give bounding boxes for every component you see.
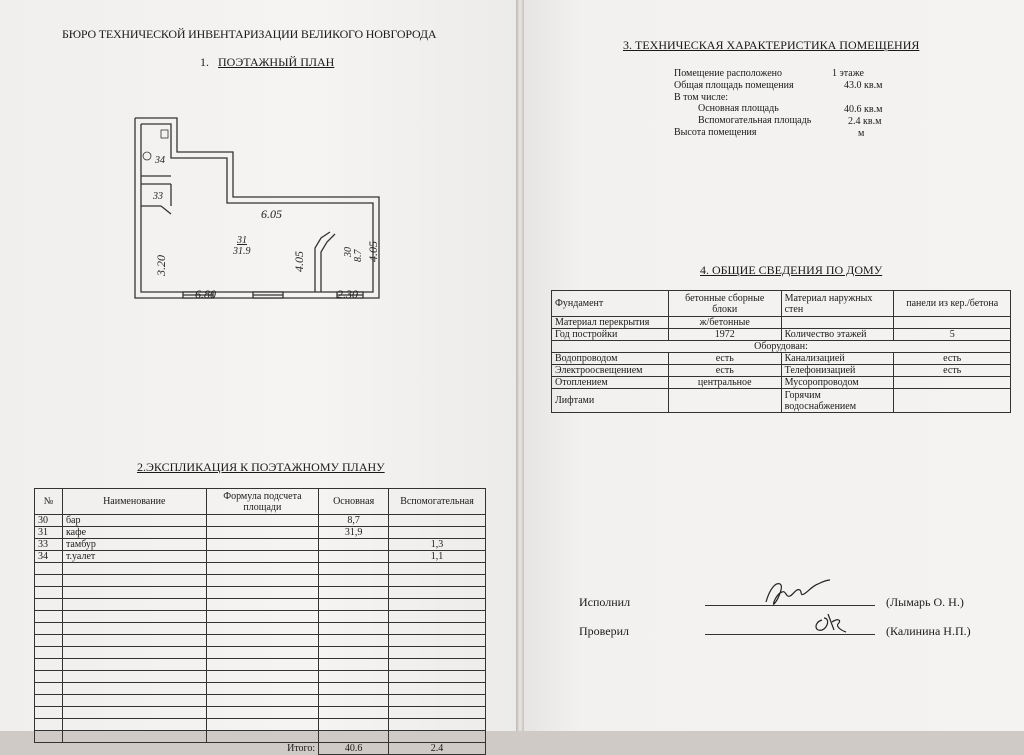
room-31-number: 31 [237, 235, 247, 246]
dimension-4-05-b: 4.05 [366, 241, 380, 262]
hotwater-label: Горячим водоснабжением [781, 389, 894, 413]
floor-plan-drawing [125, 110, 415, 320]
table-row [35, 551, 486, 563]
characteristics-labels [674, 68, 811, 139]
section-3-title: 3. ТЕХНИЧЕСКАЯ ХАРАКТЕРИСТИКА ПОМЕЩЕНИЯ [623, 38, 920, 52]
table-row-empty [35, 575, 486, 587]
row-formula [206, 515, 319, 527]
explication-header-row [35, 489, 486, 515]
table-row-empty [35, 659, 486, 671]
sewer-label: Канализацией [781, 353, 894, 365]
char-value-total-area: 43.0 кв.м [844, 80, 883, 91]
lift-value [668, 389, 781, 413]
checked-signature [808, 608, 854, 638]
char-value-aux-area: 2.4 кв.м [848, 116, 882, 127]
floors-count-label: Количество этажей [781, 329, 894, 341]
row-number: 31 [35, 527, 63, 539]
foundation-label: Фундамент [552, 291, 669, 317]
table-row-empty [35, 719, 486, 731]
col-header-name: Наименование [62, 489, 206, 515]
table-row-empty [35, 707, 486, 719]
row-number: 30 [35, 515, 63, 527]
row-aux: 1,1 [389, 551, 486, 563]
phone-value: есть [894, 365, 1011, 377]
year-label: Год постройки [552, 329, 669, 341]
row-formula [206, 527, 319, 539]
row-formula [206, 551, 319, 563]
floor-material-value: ж/бетонные [668, 317, 781, 329]
col-header-number: № [35, 489, 63, 515]
char-label-main-area: Основная площадь [698, 103, 779, 115]
electric-value: есть [668, 365, 781, 377]
row-number: 33 [35, 539, 63, 551]
checked-by-label: Проверил [579, 624, 629, 638]
char-label-location: Помещение расположено [674, 68, 782, 79]
table-row-empty [35, 731, 486, 743]
foundation-value: бетонные сборные блоки [668, 291, 781, 317]
total-row [35, 743, 486, 755]
table-row-empty [35, 695, 486, 707]
row-aux [389, 527, 486, 539]
walls-label: Материал наружных стен [781, 291, 894, 317]
dimension-4-05-a: 4.05 [292, 251, 306, 272]
row-number: 34 [35, 551, 63, 563]
table-row [35, 539, 486, 551]
row-name: бар [62, 515, 206, 527]
table-row [35, 515, 486, 527]
hotwater-value [894, 389, 1011, 413]
floors-count-value: 5 [894, 329, 1011, 341]
char-value-main-area: 40.6 кв.м [844, 104, 883, 115]
explication-title: 2.ЭКСПЛИКАЦИЯ К ПОЭТАЖНОМУ ПЛАНУ [137, 460, 385, 474]
performed-by-name: (Лымарь О. Н.) [886, 595, 964, 609]
table-row-empty [35, 671, 486, 683]
electric-label: Электроосвещением [552, 365, 669, 377]
water-label: Водопроводом [552, 353, 669, 365]
table-row-empty [35, 623, 486, 635]
heating-value: центральное [668, 377, 781, 389]
page-fold [516, 0, 524, 731]
col-header-aux: Вспомогательная [389, 489, 486, 515]
room-30-number: 30 [343, 247, 354, 257]
table-row-empty [35, 647, 486, 659]
row-name: т.уалет [62, 551, 206, 563]
walls-value: панели из кер./бетона [894, 291, 1011, 317]
char-value-location: 1 этаже [832, 68, 864, 79]
plan-section-number: 1. [200, 55, 209, 69]
house-info-table [551, 290, 1011, 413]
char-label-including: В том числе: [674, 91, 729, 103]
row-formula [206, 539, 319, 551]
char-value-height: м [858, 128, 865, 139]
room-31-area: 31.9 [233, 246, 251, 257]
organization-title: БЮРО ТЕХНИЧЕСКОЙ ИНВЕНТАРИЗАЦИИ ВЕЛИКОГО НОВГОРОДА [62, 27, 437, 41]
checked-by-name: (Калинина Н.П.) [886, 624, 971, 638]
table-row-empty [35, 635, 486, 647]
table-row-empty [35, 611, 486, 623]
dimension-6-80: 6.80 [195, 287, 216, 301]
water-value: есть [668, 353, 781, 365]
phone-label: Телефонизацией [781, 365, 894, 377]
col-header-main: Основная [319, 489, 389, 515]
year-value: 1972 [668, 329, 781, 341]
sewer-value: есть [894, 353, 1011, 365]
row-main [319, 551, 389, 563]
garbage-label: Мусоропроводом [781, 377, 894, 389]
col-header-formula: Формула подсчета площади [206, 489, 319, 515]
plan-section-title: ПОЭТАЖНЫЙ ПЛАН [218, 55, 335, 69]
performed-signature [756, 574, 836, 610]
garbage-value [894, 377, 1011, 389]
row-aux: 1,3 [389, 539, 486, 551]
performed-by-label: Исполнил [579, 595, 631, 609]
table-row [35, 527, 486, 539]
explication-table [34, 488, 486, 755]
row-main: 8,7 [319, 515, 389, 527]
char-label-aux-area: Вспомогательная площадь [698, 115, 812, 127]
char-label-height: Высота помещения [674, 126, 757, 138]
row-main: 31,9 [319, 527, 389, 539]
lift-label: Лифтами [552, 389, 669, 413]
total-label: Итого: [206, 743, 319, 755]
room-30-area: 8.7 [353, 249, 364, 262]
total-aux: 2.4 [389, 743, 486, 755]
section-4-title: 4. ОБЩИЕ СВЕДЕНИЯ ПО ДОМУ [700, 263, 883, 277]
char-label-total-area: Общая площадь помещения [674, 79, 794, 91]
row-main [319, 539, 389, 551]
equipment-header: Оборудован: [552, 341, 1011, 353]
table-row-empty [35, 563, 486, 575]
floor-material-label: Материал перекрытия [552, 317, 669, 329]
row-name: кафе [62, 527, 206, 539]
table-row-empty [35, 683, 486, 695]
row-name: тамбур [62, 539, 206, 551]
table-row-empty [35, 599, 486, 611]
dimension-3-20: 3.20 [154, 255, 168, 276]
room-33-label: 33 [153, 191, 163, 202]
row-aux [389, 515, 486, 527]
dimension-2-30: 2.30 [337, 287, 358, 301]
dimension-6-05: 6.05 [261, 207, 282, 221]
table-row-empty [35, 587, 486, 599]
room-34-label: 34 [155, 155, 165, 166]
total-main: 40.6 [319, 743, 389, 755]
heating-label: Отоплением [552, 377, 669, 389]
